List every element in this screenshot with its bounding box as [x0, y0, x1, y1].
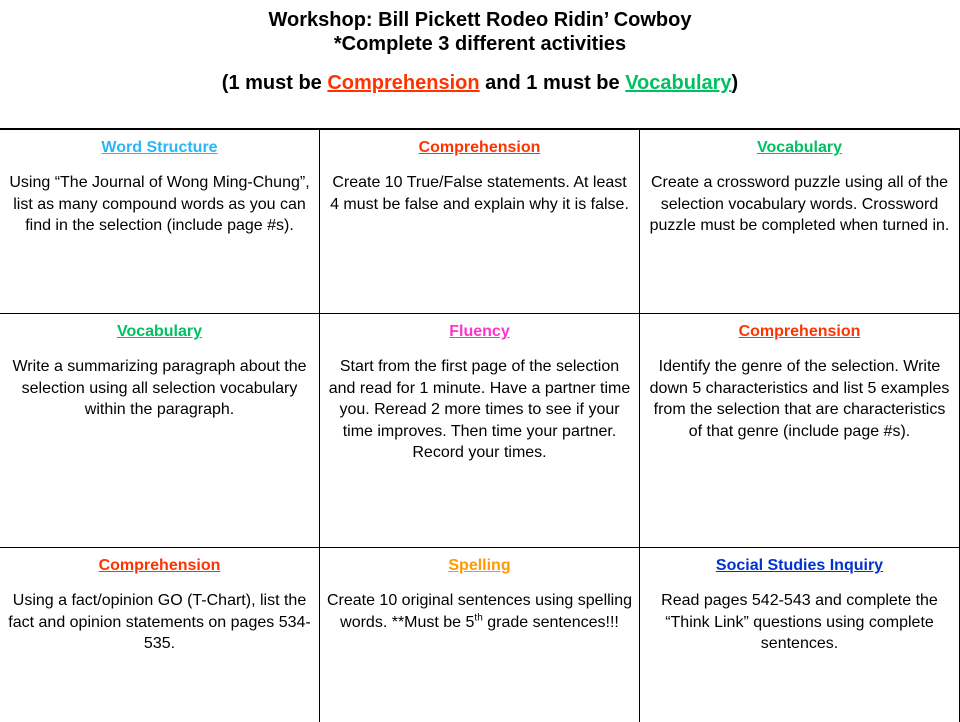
instructions — [0, 71, 960, 95]
category-link-vocabulary[interactable]: Vocabulary — [756, 139, 843, 156]
activity-description: Create a crossword puzzle using all of the selection vocabulary words. Crossword puzzle must be completed when turned in. — [649, 174, 950, 234]
activity-cell-fluency — [320, 314, 640, 548]
activity-description: Create 10 True/False statements. At least 4 must be false and explain why it is false. — [330, 174, 629, 213]
category-link-spelling[interactable]: Spelling — [448, 557, 511, 574]
instructions-vocabulary-link[interactable]: Vocabulary — [625, 72, 732, 94]
activity-cell-vocabulary-1 — [640, 130, 960, 314]
instructions-text-2: and 1 must be — [479, 72, 626, 94]
activity-cell-word-structure — [0, 130, 320, 314]
activity-cell-vocabulary-2 — [0, 314, 320, 548]
activity-cell-social-studies — [640, 548, 960, 722]
category-link-comprehension[interactable]: Comprehension — [98, 557, 221, 574]
instructions-text-1: (1 must be — [221, 72, 328, 94]
activity-description — [326, 590, 633, 633]
activity-description-part: grade sentences!!! — [482, 613, 619, 631]
activity-cell-comprehension-2 — [640, 314, 960, 548]
page-subtitle: *Complete 3 different activities — [333, 33, 627, 55]
activity-cell-comprehension-3 — [0, 548, 320, 722]
category-link-comprehension[interactable]: Comprehension — [418, 139, 541, 156]
activity-cell-spelling — [320, 548, 640, 722]
activity-description-part: Create 10 original sentences using spelling words. **Must be 5 — [326, 592, 633, 631]
activity-description: Using “The Journal of Wong Ming-Chung”, list as many compound words as you can find in the selection (include page #s). — [9, 174, 310, 234]
activity-description: Read pages 542-543 and complete the “Think Link” questions using complete sentences. — [661, 592, 938, 652]
category-link-vocabulary[interactable]: Vocabulary — [116, 323, 203, 340]
page-title: Workshop: Bill Pickett Rodeo Ridin’ Cowboy — [268, 9, 692, 31]
category-link-comprehension[interactable]: Comprehension — [738, 323, 861, 340]
header — [0, 0, 960, 95]
category-link-social-studies-inquiry[interactable]: Social Studies Inquiry — [715, 557, 884, 574]
activity-grid — [0, 128, 960, 720]
category-link-fluency[interactable]: Fluency — [449, 323, 510, 340]
activity-description: Write a summarizing paragraph about the selection using all selection vocabulary within the paragraph. — [12, 358, 307, 418]
activity-description: Start from the first page of the selection and read for 1 minute. Have a partner time you. Reread 2 more times to see if your time improves. Then time your partner. Record your times. — [328, 358, 631, 461]
ordinal-suffix: th — [474, 612, 483, 624]
category-link-word-structure[interactable]: Word Structure — [101, 139, 218, 156]
activity-cell-comprehension-1 — [320, 130, 640, 314]
instructions-text-3: ) — [731, 72, 739, 94]
activity-description: Using a fact/opinion GO (T-Chart), list the fact and opinion statements on pages 534-535. — [8, 592, 311, 652]
activity-description: Identify the genre of the selection. Write down 5 characteristics and list 5 examples from the selection that are characteristics of that genre (include page #s). — [649, 358, 950, 440]
instructions-comprehension-link[interactable]: Comprehension — [327, 72, 480, 94]
